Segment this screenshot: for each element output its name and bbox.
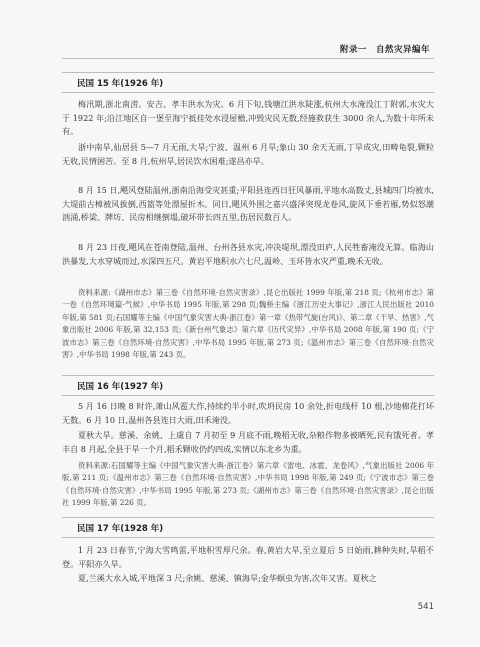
section-title: 民国 15 年(1926 年): [77, 79, 164, 89]
section-rule-top: [62, 72, 434, 73]
paragraph: 梅汛期,浙北南涝。安吉、孝丰洪水为灾。6 月下旬,钱塘江洪水陡涨,杭州大水淹没江丁附郭,水灾大于 1922 年;沿江地区自一堡至海宁抵挂处水浸屋檐,冲毁灾民无数,经施救获生 3000 余人,为数十年所未有。: [62, 99, 434, 137]
paragraph: 浙中南旱,仙居县 5—7 月无雨,大旱;宁波、温州 6 月旱;象山 30 余天无雨,丁旱成灾,田畴龟裂,颗粒无收,民情困苦。至 8 月,杭州旱,居民饮水困难;遂昌亦旱。: [62, 142, 434, 166]
paragraph: 1 月 23 日春节,宁海大雪鸣雷,平地积雪厚尺余。春,黄岩大旱,至立夏后 5 日始雨,耕种失时,旱稻不登。平阳亦久旱。: [62, 545, 434, 569]
section-rule-top: [62, 517, 434, 518]
section-rule-bottom: [62, 395, 434, 396]
paragraph: 8 月 23 日夜,飓风在苍南登陆,温州、台州各县水灾,冲决堤坝,漂没田庐,人民牲畜淹没无算。临海山洪暴发,大水穿城而过,水深四五尺。黄岩平地积水六七尺,温岭、玉环皆水灾严重,晚禾无收。: [62, 242, 434, 266]
header-rule: [62, 58, 434, 59]
reference-note: 资料来源:石国耀等主编《中国气象灾害大典·浙江卷》第六章《雷电、冰雹、龙卷风》,气象出版社 2006 年版,第 211 页;《温州市志》第三卷《自然环境·自然灾害》,中华书局 1998 年版,第 249 页;《宁波市志》第三卷《自然环境·自然灾害》,中华书局 1995 年版,第 273 页;《湖州市志》第三卷《自然环境·自然灾害录》,昆仑出版社 1999 年版,第 226 页。: [62, 461, 434, 508]
running-header: 附录一 自然灾异编年: [339, 45, 430, 55]
section-rule-top: [62, 375, 434, 376]
paragraph: 8 月 15 日,飓风登陆温州,浙南沿海受灾甚重;平阳县连西日狂风暴雨,平地水高数丈,县城四门均被水,大堤前古樟被风拔倒,西篮等处漂屋折木。同日,飓风外围之嘉兴盛泽突现龙卷风,旋风下垂若雁,势似怒潮汹涌,桥梁、牌坊、民房相继倒塌,破坏带长四五里,伤居民数百人。: [62, 185, 434, 223]
page-number: 541: [417, 602, 434, 612]
paragraph: 5 月 16 日晚 8 时许,萧山风雹大作,持续约半小时,吹坍民房 10 余处,折电线杆 10 根,沙地棉花打坏无数。6 月 10 日,温州各县连日大雨,田禾淹没。: [62, 401, 434, 425]
section-rule-bottom: [62, 537, 434, 538]
paragraph: 夏,兰溪大水入城,平地深 3 尺;余姚、慈溪、镇海旱;金华螟虫为害,次年又害。夏秋之: [78, 573, 377, 583]
reference-note: 资料来源:《湖州市志》第三卷《自然环境·自然灾害录》,昆仑出版社 1999 年版,第 218 页;《杭州市志》第一卷《自然环境篇·气候》,中华书局 1995 年版,第 298 页;魏桥主编《浙江历史大事记》,浙江人民出版社 2010 年版,第 581 页;石国耀等主编《中国气象灾害大典·浙江卷》第一章《热带气旋(台风)》、第二章《干旱、热害》,气象出版社 2006 年版,第 32,153 页;《新台州气象志》第六章《历代灾异》,中华书局 2008 年版,第 190 页;《宁波市志》第三卷《自然环境·自然灾害》,中华书局 1995 年版,第 273 页;《温州市志》第三卷《自然环境·自然灾害》,中华书局 1998 年版,第 243 页。: [62, 288, 434, 360]
section-title: 民国 17 年(1928 年): [77, 524, 164, 534]
section-rule-bottom: [62, 92, 434, 93]
section-title: 民国 16 年(1927 年): [77, 382, 164, 392]
paragraph: 夏秋大旱。慈溪、余姚、上虞自 7 月初至 9 月底不雨,晚稻无收,杂粮作物多被晒死,民有饿死者。孝丰自 8 月起,全县于旱一个月,稻禾颗收仍约四成,实情以东北乡为重。: [62, 430, 434, 454]
